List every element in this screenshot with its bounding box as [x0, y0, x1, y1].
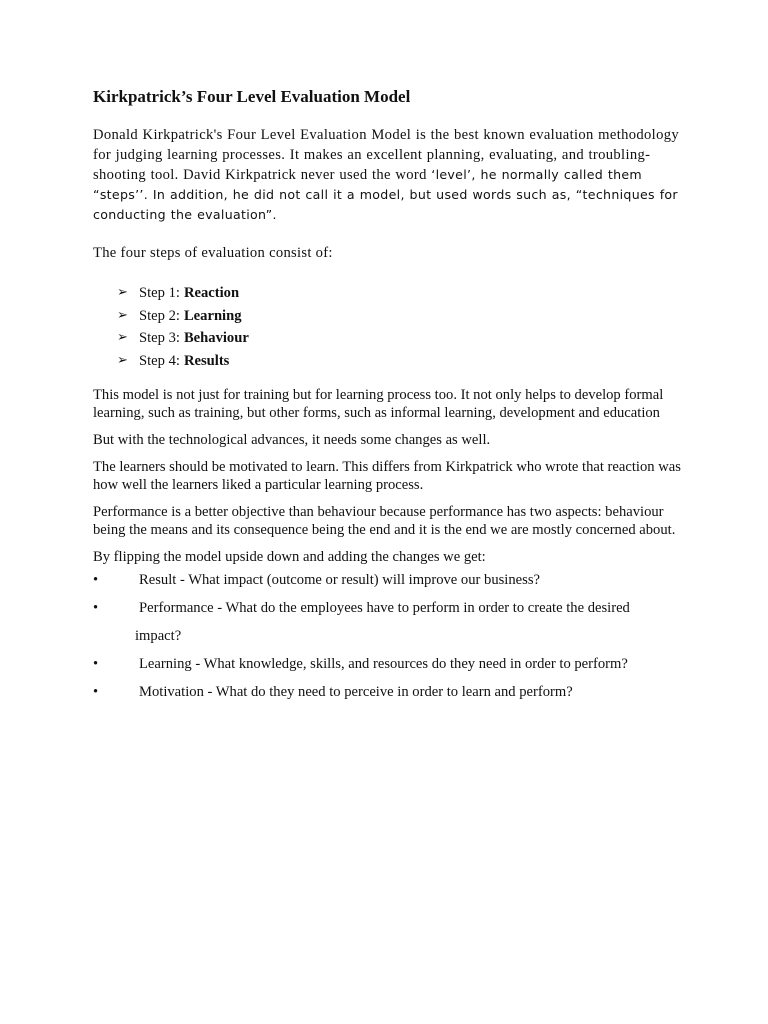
bullet-text-continuation: impact? — [135, 628, 182, 644]
body-paragraph: This model is not just for training but for learning process too. It not only helps to develop formal learning, such as training, but other forms, such as informal learning, development and education — [93, 387, 664, 421]
intro-text: Donald Kirkpatrick's Four Level Evaluation Model is the best known evaluation methodology for judging learning processes. It makes an excellent planning, evaluating, and troubling-shooting tool. David Kirkpatrick never used the word — [93, 127, 680, 183]
arrow-bullet-icon: ➢ — [117, 330, 128, 345]
document-title: Kirkpatrick’s Four Level Evaluation Model — [93, 87, 411, 106]
step-prefix: Step 4: — [139, 352, 180, 369]
step-prefix: Step 3: — [139, 330, 180, 346]
intro-text-sans: ‘level’, he normally called them “steps’’. In addition, he did not call it a model, but used words such as, “techniques for conducting the evaluation”. — [93, 167, 678, 222]
bullet-symbol: • — [93, 684, 99, 700]
arrow-bullet-icon: ➢ — [117, 285, 128, 300]
step-name: Reaction — [183, 285, 240, 301]
bullet-text: Motivation - What do they need to perceive in order to learn and perform? — [139, 684, 573, 700]
bullet-symbol: • — [93, 600, 99, 616]
bullet-list — [93, 566, 683, 706]
step-item — [117, 282, 683, 305]
step-item — [117, 305, 683, 328]
bullet-item — [93, 594, 683, 650]
step-item — [117, 327, 683, 350]
bullet-text: Learning - What knowledge, skills, and resources do they need in order to perform? — [139, 656, 628, 672]
step-prefix: Step 2: — [139, 307, 180, 324]
document-page — [93, 86, 683, 706]
bullet-item — [93, 566, 683, 594]
bullet-item — [93, 650, 683, 678]
body-paragraph: By flipping the model upside down and adding the changes we get: — [93, 549, 486, 565]
arrow-bullet-icon: ➢ — [117, 352, 128, 368]
body-paragraph: The learners should be motivated to learn. This differs from Kirkpatrick who wrote that reaction was how well the learners liked a particular learning process. — [93, 459, 681, 493]
step-prefix: Step 1: — [139, 285, 180, 301]
intro-paragraph — [93, 125, 683, 225]
step-name: Behaviour — [183, 330, 249, 346]
body-paragraph: But with the technological advances, it needs some changes as well. — [93, 432, 491, 448]
arrow-bullet-icon: ➢ — [117, 307, 128, 323]
bullet-symbol: • — [93, 656, 99, 672]
steps-lead: The four steps of evaluation consist of: — [93, 245, 333, 261]
body-paragraph: Performance is a better objective than behaviour because performance has two aspects: behaviour being the means and its consequence being the end and it is the end we are mostly concerned about. — [93, 504, 676, 538]
bullet-item — [93, 678, 683, 706]
bullet-symbol: • — [93, 572, 99, 588]
steps-list — [93, 282, 683, 372]
step-name: Learning — [183, 307, 242, 324]
step-name: Results — [183, 352, 230, 369]
bullet-text: Result - What impact (outcome or result) will improve our business? — [139, 572, 540, 588]
step-item — [117, 350, 683, 373]
bullet-text: Performance - What do the employees have to perform in order to create the desired — [139, 600, 630, 616]
